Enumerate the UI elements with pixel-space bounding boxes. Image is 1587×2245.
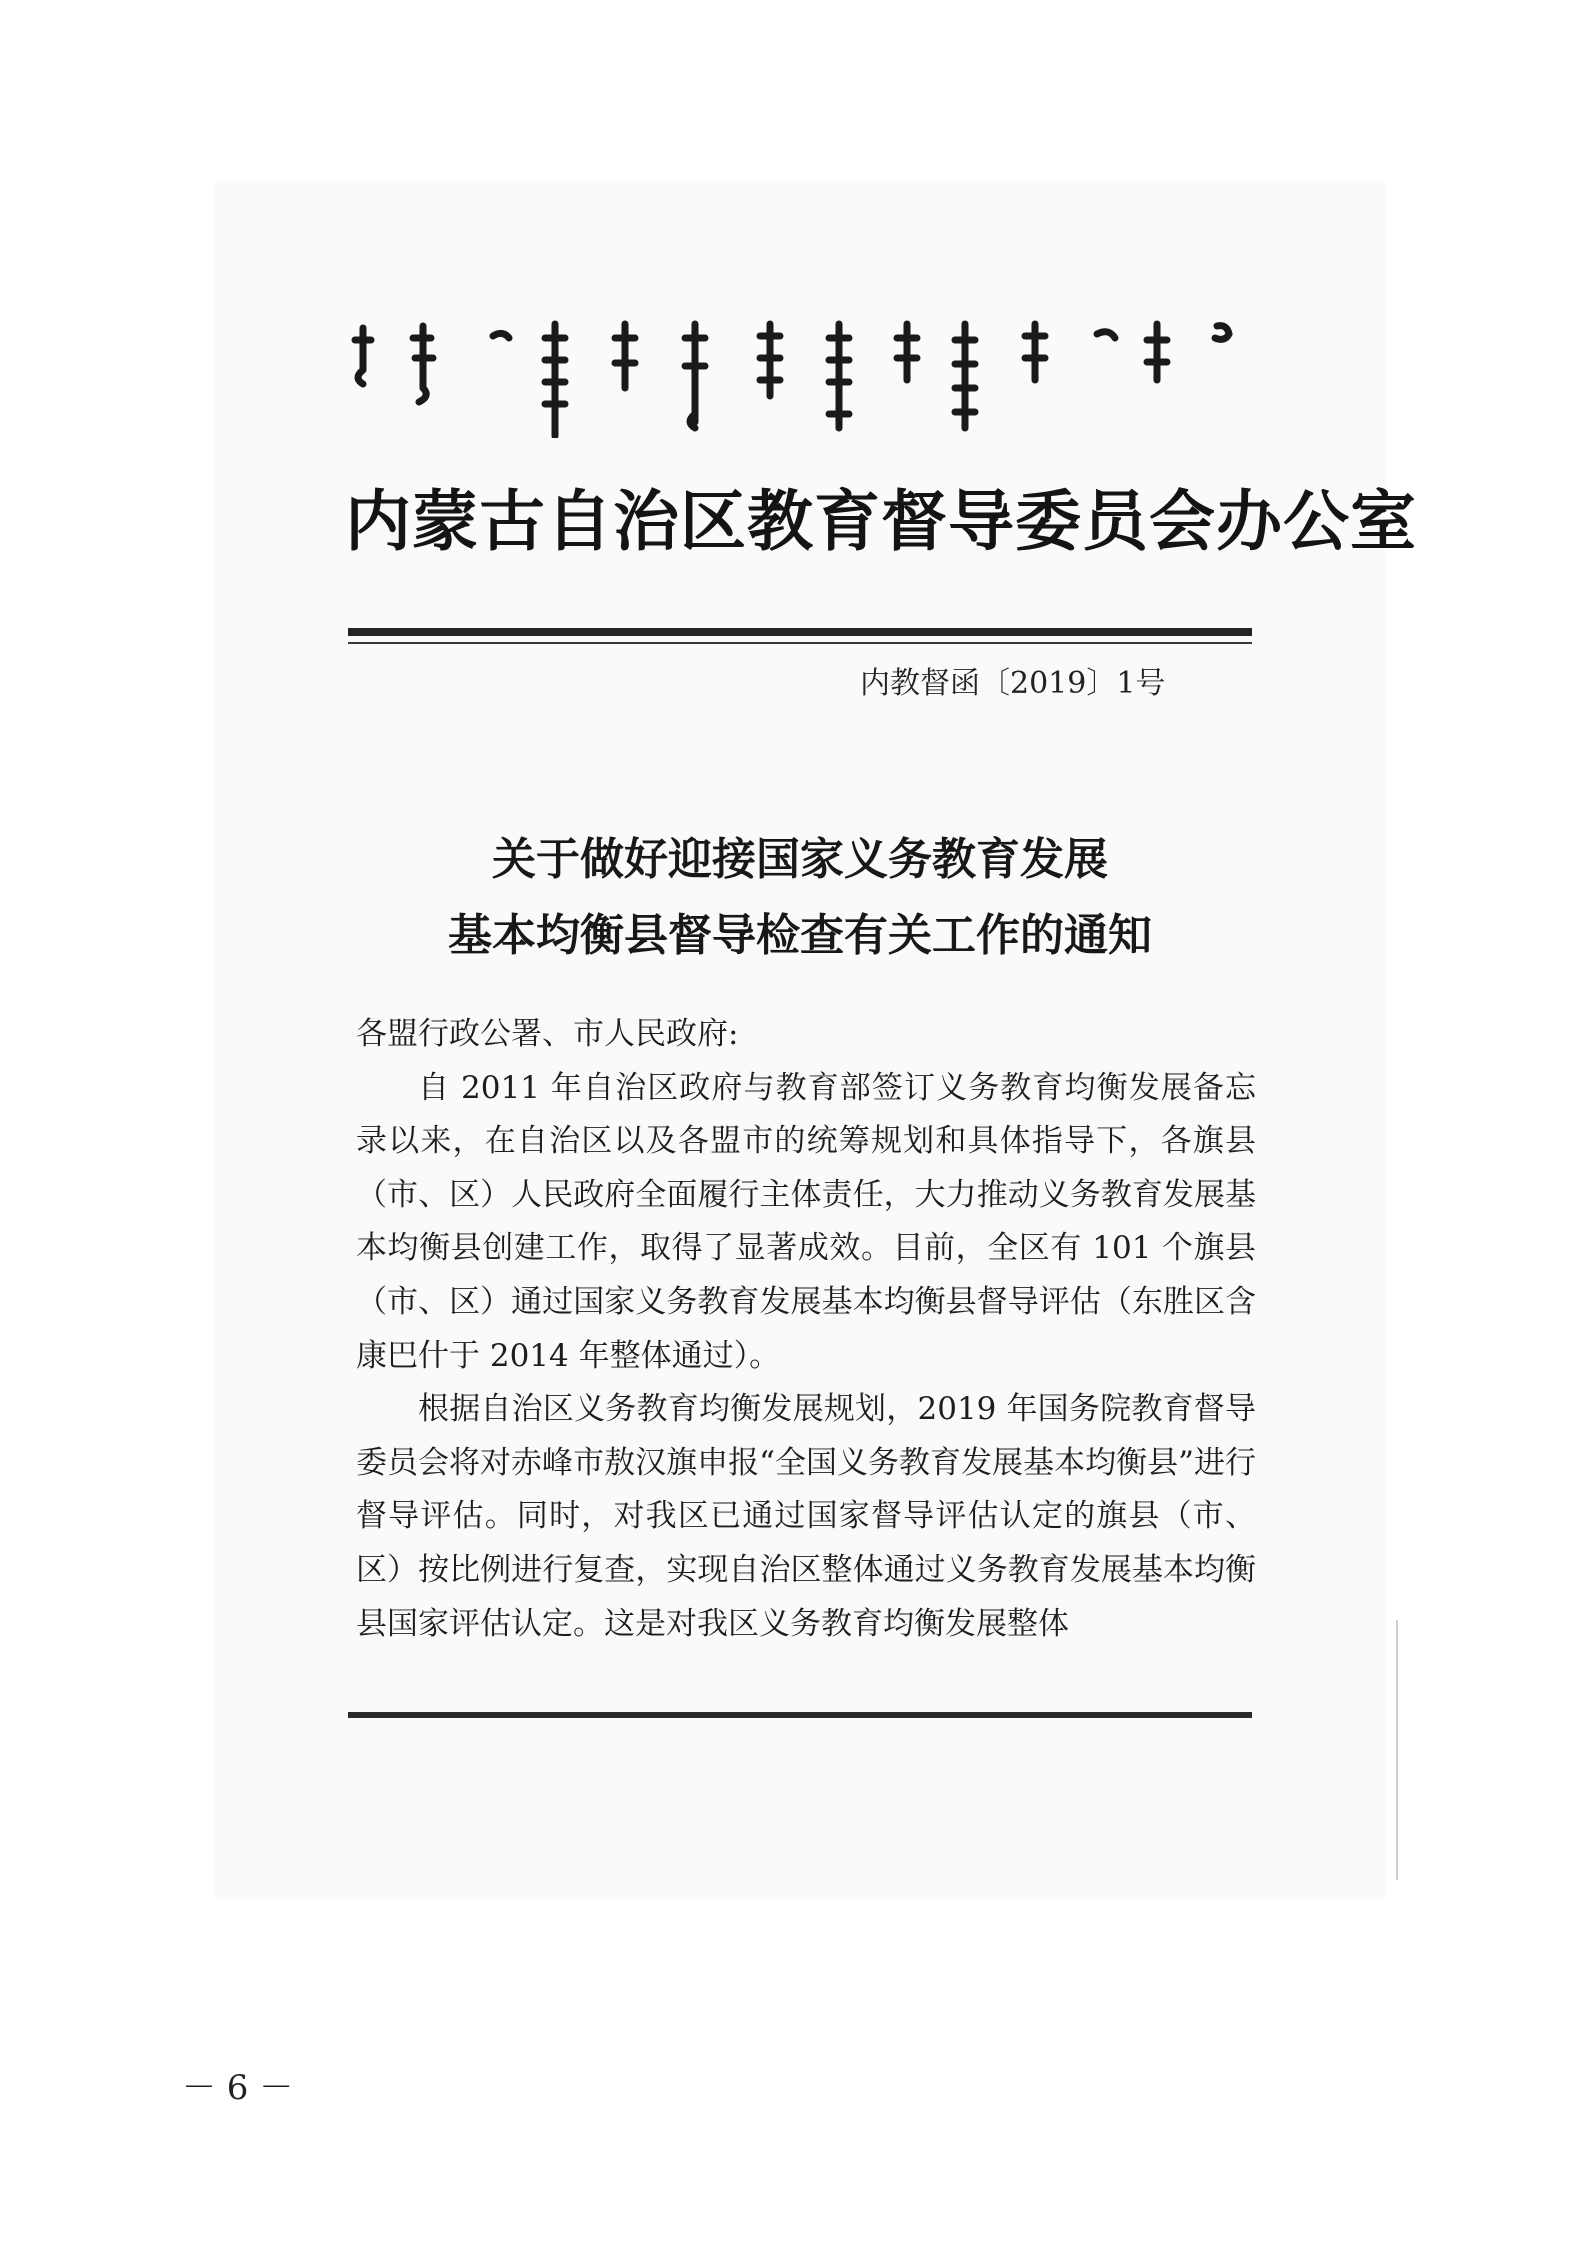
paper-edge-line: [1396, 1620, 1398, 1880]
document-body: [356, 1008, 1256, 1651]
salutation: 各盟行政公署、市人民政府:: [356, 1016, 739, 1052]
letterhead-org-name: 内蒙古自治区教育督导委员会办公室: [345, 483, 1417, 560]
document-title: [348, 822, 1252, 974]
page-number: － 6 －: [182, 2068, 294, 2108]
body-paragraph-2: 根据自治区义务教育均衡发展规划，2019 年国务院教育督导委员会将对赤峰市敖汉旗申报“全国义务教育发展基本均衡县”进行督导评估。同时，对我区已通过国家督导评估认定的旗县（市、区）按比例进行复查，实现自治区整体通过义务教育发展基本均衡县国家评估认定。这是对我区义务教育均衡发展整体: [356, 1391, 1256, 1642]
body-paragraph-1: 自 2011 年自治区政府与教育部签订义务教育均衡发展备忘录以来，在自治区以及各盟市的统筹规划和具体指导下，各旗县（市、区）人民政府全面履行主体责任，大力推动义务教育发展基本均衡县创建工作，取得了显著成效。目前，全区有 101 个旗县（市、区）通过国家义务教育发展基本均衡县督导评估（东胜区含康巴什于 2014 年整体通过）。: [356, 1069, 1256, 1374]
letterhead-rule-thin: [348, 642, 1252, 644]
footer-rule: [348, 1712, 1252, 1718]
document-title-line-1: 关于做好迎接国家义务教育发展: [492, 834, 1108, 885]
document-title-line-2: 基本均衡县督导检查有关工作的通知: [448, 910, 1152, 961]
document-number: 内教督函〔2019〕1号: [860, 666, 1166, 701]
letterhead-rule-thick: [348, 628, 1252, 636]
mongolian-script-logo: [345, 318, 1245, 438]
